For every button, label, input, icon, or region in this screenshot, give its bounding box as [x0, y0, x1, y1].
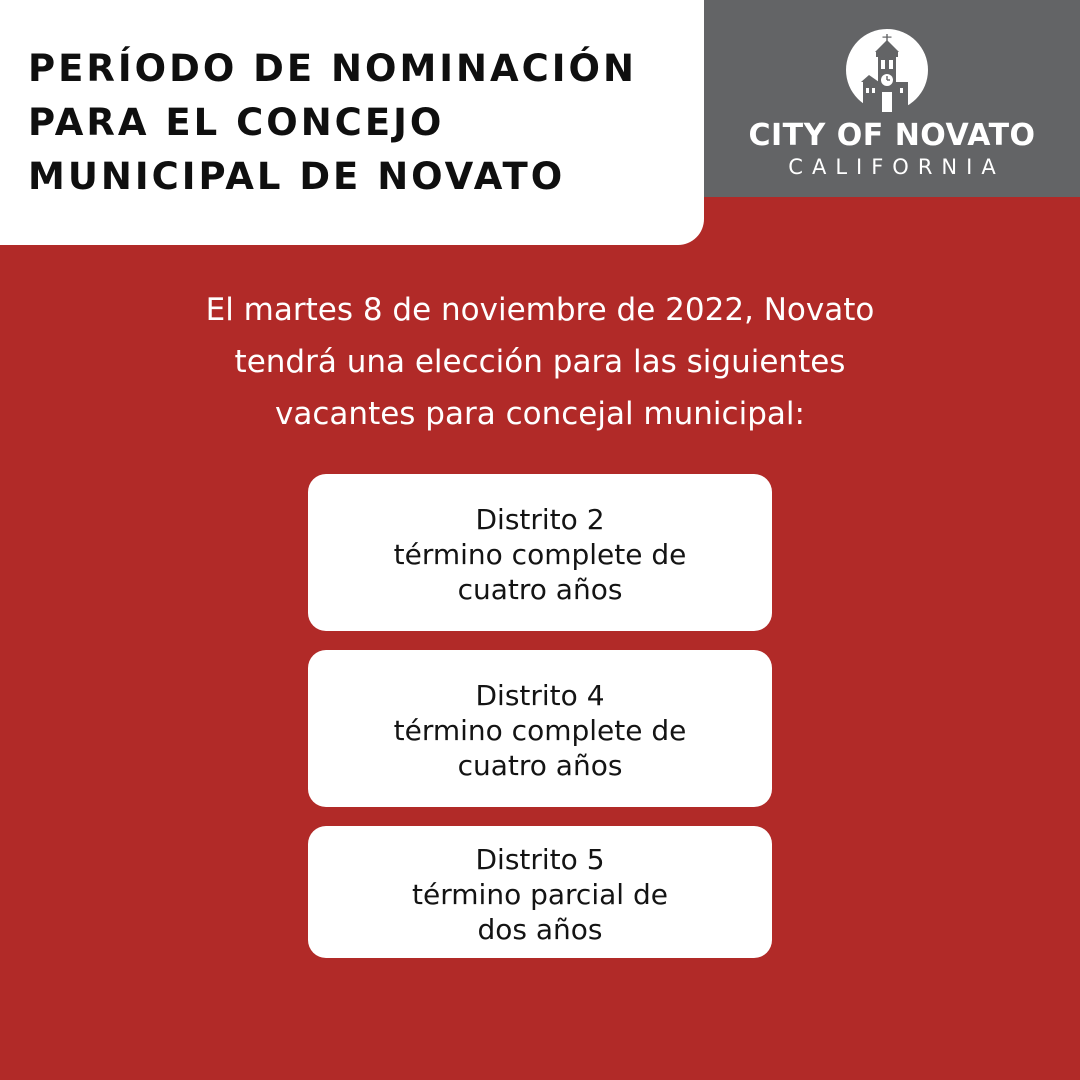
- title-line-3: MUNICIPAL DE NOVATO: [28, 155, 566, 198]
- district-term-line-1: término complete de: [393, 714, 687, 747]
- city-logo: [704, 0, 1080, 197]
- district-term-line-2: dos años: [477, 913, 603, 946]
- intro-line-1: El martes 8 de noviembre de 2022, Novato: [205, 292, 875, 328]
- district-name: Distrito 4: [475, 679, 605, 712]
- district-card-2: [308, 474, 772, 631]
- district-card-4: [308, 650, 772, 807]
- district-card-5: [308, 826, 772, 958]
- district-name: Distrito 5: [475, 843, 605, 876]
- district-name: Distrito 2: [475, 503, 605, 536]
- intro-line-3: vacantes para concejal municipal:: [275, 396, 805, 432]
- title-panel: [0, 0, 704, 245]
- logo-state-name: CALIFORNIA: [788, 155, 1005, 179]
- intro-line-2: tendrá una elección para las siguientes: [234, 344, 846, 380]
- title-line-2: PARA EL CONCEJO: [28, 101, 445, 144]
- district-term-line-2: cuatro años: [457, 573, 623, 606]
- district-term-line-1: término parcial de: [412, 878, 668, 911]
- title-line-1: PERÍODO DE NOMINACIÓN: [28, 47, 637, 90]
- district-term-line-2: cuatro años: [457, 749, 623, 782]
- clock-tower-icon: [845, 28, 929, 112]
- district-term-line-1: término complete de: [393, 538, 687, 571]
- intro-text: [70, 284, 1010, 440]
- logo-city-name: CITY OF NOVATO: [748, 118, 1036, 153]
- page-title: [28, 42, 688, 204]
